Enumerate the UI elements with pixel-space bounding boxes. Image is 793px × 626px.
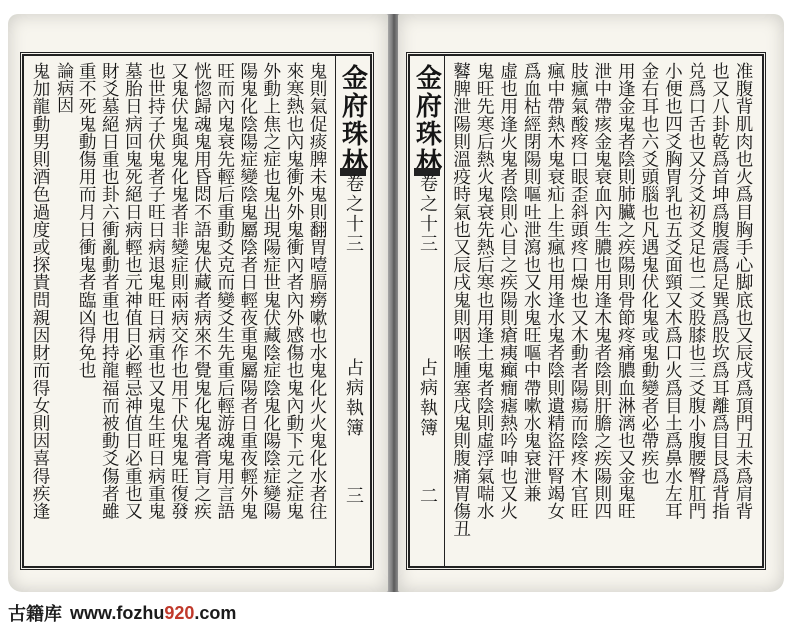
section-heading: 論病因	[53, 62, 74, 113]
right-page	[398, 14, 784, 592]
text-column: 財爻墓絕日重也卦六衝亂動者重也用持龍福而被動爻傷者雖	[99, 62, 120, 520]
text-column: 虛也用逢火鬼者陰則心目之疾陽則瘡痍癲癇瘧熱吟呻也又火	[497, 62, 518, 520]
text-column: 也又八卦乾爲首坤爲腹震爲足巽爲股坎爲耳離爲目艮爲背指	[709, 62, 730, 520]
left-banner-volume: 卷之十三	[343, 174, 364, 254]
right-banner-leaf-number: 二	[417, 486, 438, 506]
right-banner-column	[410, 56, 445, 566]
text-column: 旺而內鬼衰先輕后重動爻克而變爻生先重后輕游魂鬼用言語	[214, 62, 235, 520]
text-column: 墓胎日病回鬼死絕日病輕也元神值日必輕忌神值日必重也又	[122, 62, 143, 520]
right-banner-volume: 卷之十三	[417, 174, 438, 254]
text-column: 也世持子伏鬼者子旺日病退鬼旺日病重也又鬼生旺日病重鬼	[145, 62, 166, 520]
left-banner-section: 占病執簿	[343, 358, 364, 438]
text-column: 重不死鬼動傷用而月日衝鬼者臨凶得免也	[76, 62, 97, 379]
right-banner-section: 占病執簿	[417, 358, 438, 438]
text-column: 用逢金鬼者陰則肺臟之疾陽則骨節疼痛膿血淋漓也又金鬼旺	[615, 62, 636, 520]
text-column: 爲血枯經閉陽則嘔吐泄瀉也又水鬼旺嘔中帶嗽水鬼衰泄兼	[521, 62, 542, 502]
watermark-url-prefix: www.fozhu	[70, 602, 165, 623]
text-column: 來寒熱也內鬼衝外外鬼衝內者內外感傷也鬼內動下元之症鬼	[283, 62, 304, 520]
right-banner-title: 金府珠林	[411, 64, 442, 176]
text-column: 金右耳也六爻頭腦也凡遇鬼伏化鬼或鬼動變者必帶疾也	[638, 62, 659, 485]
left-banner-column	[335, 56, 370, 566]
left-page	[8, 14, 388, 592]
text-column: 鬼則氣促痰脾未鬼則翻胃噎膈癆嗽也水鬼化火火鬼化水者往	[307, 62, 327, 520]
text-column: 准腹背肌肉也火爲目胸手心脚底也又辰戌爲頂門丑未爲肩背	[733, 62, 753, 520]
right-page-frame	[408, 54, 764, 568]
right-text-body	[450, 62, 756, 560]
watermark-brand: 古籍库	[8, 604, 62, 624]
text-column: 陽鬼化陰陽症變陰鬼屬陰者日輕夜重鬼屬陽者日重夜輕外鬼	[237, 62, 258, 520]
text-column: 小便也四爻胸胃乳也五爻面頸又木爲口火爲目土爲鼻水左耳	[662, 62, 683, 520]
watermark-url	[70, 603, 236, 624]
text-column: 兑爲口舌也又分爻初爻足也二爻股膝也三爻腹小腹腰臀肛門	[685, 62, 706, 520]
left-banner-leaf-number: 三	[343, 486, 364, 506]
site-watermark	[6, 600, 242, 626]
text-column: 外動上焦之症也鬼出現陽症世鬼伏藏陰症陰鬼化陽陰症變陽	[260, 62, 281, 520]
left-banner-title: 金府珠林	[337, 64, 368, 176]
text-column: 鬼加龍動男則酒色過度或探貴問親因財而得女則因喜得疾逢	[30, 62, 51, 520]
watermark-url-suffix: .com	[194, 602, 237, 623]
text-column: 恍惚歸魂鬼用昏悶不語鬼伏藏者病來不覺鬼化鬼者膏肓之疾	[191, 62, 212, 520]
text-column: 又鬼伏鬼與鬼化鬼者非變症則兩病交作也用下伏鬼鬼旺復發	[168, 62, 189, 520]
watermark-url-number: 920	[164, 602, 195, 623]
text-column: 鬼旺先寒后熱火鬼衰先熱后寒也用逢土鬼者陰則虛浮氣喘水	[474, 62, 495, 520]
left-page-frame	[22, 54, 372, 568]
text-column: 肢瘋氣酸疼口眼歪斜頭疼口燥也又木動者陽瘍而陰疼木官旺	[568, 62, 589, 520]
text-column: 泄中帶痎金鬼衰血內生膿也用逢木鬼者陰則肝膽之疾陽則四	[591, 62, 612, 520]
text-column: 瘋中帶熱木鬼衰疝上生瘋也用逢水鬼者陰則遺精盜汗腎竭女	[544, 62, 565, 520]
left-text-body	[30, 62, 330, 560]
text-column: 鼛脾泄陽則溫疫時氣也又辰戌鬼則咽喉腫塞戌鬼則腹痛胃傷丑	[450, 62, 471, 538]
